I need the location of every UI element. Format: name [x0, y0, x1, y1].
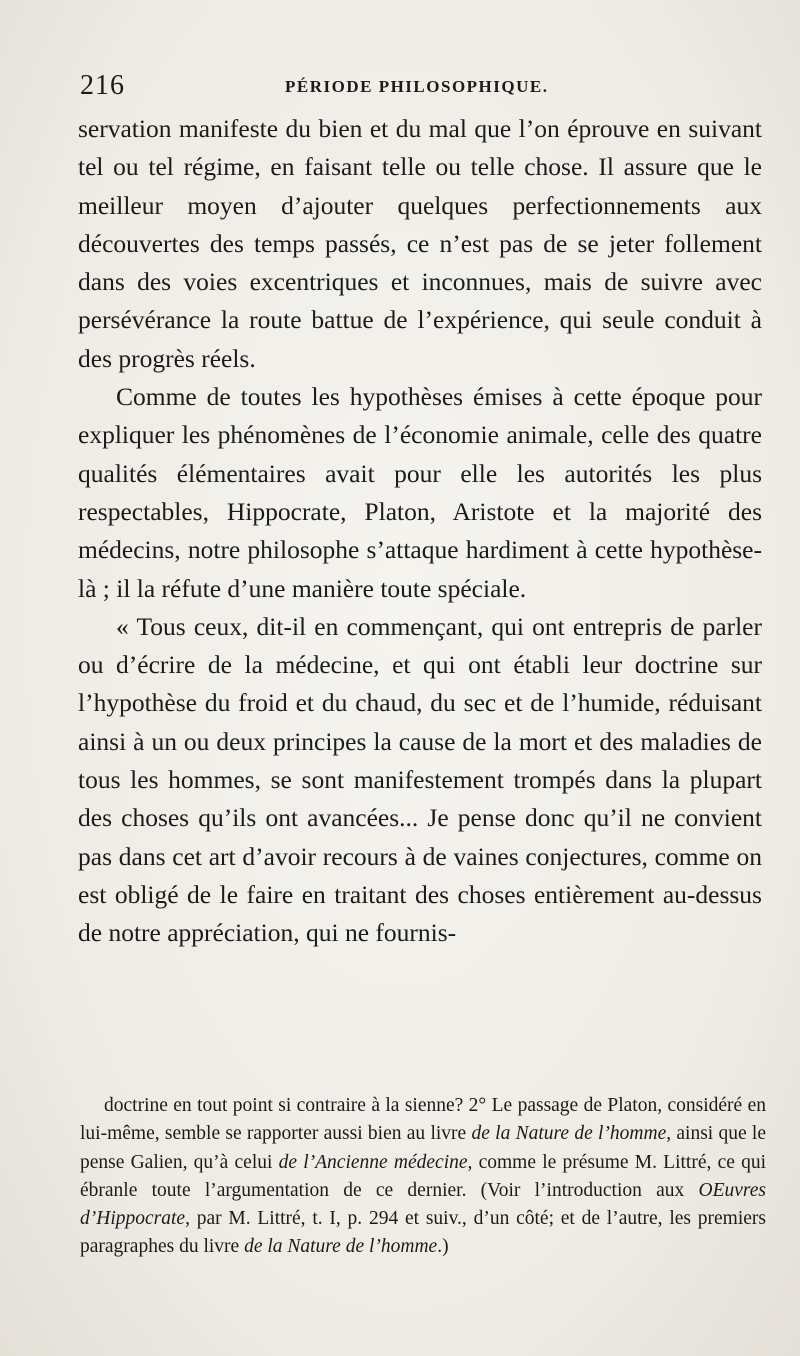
footnote-text-5: .): [437, 1236, 449, 1258]
footnote-italic-1: de la Nature de l’homme: [471, 1123, 667, 1145]
main-text: [78, 110, 762, 953]
page-number: 216: [80, 70, 125, 101]
footnote-text: [80, 1092, 766, 1262]
footnote-text-2: , ainsi que le pense Galien, qu’à celui: [80, 1123, 766, 1173]
footnote: [80, 1092, 766, 1262]
footnote-italic-2: de l’Ancienne médecine: [278, 1151, 468, 1173]
paragraph-hypotheses: Comme de toutes les hypothèses émises à cette époque pour expliquer les phénomènes de l’économie animale, celle des quatre qualités élémentaires avait pour elle les autorités les plus respectables, Hippocrate, Platon, Aristote et la majorité des médecins, notre philosophe s’attaque hardiment à cette hypothèse-là ; il la réfute d’une manière toute spéciale.: [78, 382, 762, 603]
paragraph-quotation: « Tous ceux, dit-il en commençant, qui ont entrepris de parler ou d’écrire de la médecine, et qui ont établi leur doctrine sur l’hypothèse du froid et du chaud, du sec et de l’humide, réduisant ainsi à un ou deux principes la cause de la mort et des maladies de tous les hommes, se sont manifestement trompés dans la plupart des choses qu’ils ont avancées... Je pense donc qu’il ne convient pas dans cet art d’avoir recours à de vaines conjectures, comme on est obligé de le faire en traitant des choses entièrement au-dessus de notre appréciation, qui ne fournis-: [78, 611, 762, 948]
running-head: [80, 70, 740, 104]
footnote-italic-4: de la Nature de l’homme: [244, 1236, 438, 1258]
footnote-text-3: , comme le présume M. Littré, ce qui ébranle toute l’argumentation de ce dernier. (Voir l’introduction aux: [80, 1151, 767, 1201]
footnote-italic-3: OEuvres d’Hippocrate: [80, 1179, 766, 1230]
paragraph-continuation: servation manifeste du bien et du mal que l’on éprouve en suivant tel ou tel régime, en faisant telle ou telle chose. Il assure que le meilleur moyen d’ajouter quelques perfectionnements aux découvertes des temps passés, ce n’est pas de se jeter follement dans des voies excentriques et inconnues, mais de suivre avec persévérance la route battue de l’expérience, qui seule conduit à des progrès réels.: [78, 114, 762, 373]
footnote-text-4: , par M. Littré, t. I, p. 294 et suiv., d’un côté; et de l’autre, les premiers paragraphes du livre: [80, 1208, 766, 1258]
running-title: PÉRIODE PHILOSOPHIQUE.: [285, 77, 549, 96]
footnote-text-1: doctrine en tout point si contraire à la sienne? 2° Le passage de Platon, considéré en lui-même, semble se rapporter aussi bien au livre: [80, 1095, 766, 1145]
